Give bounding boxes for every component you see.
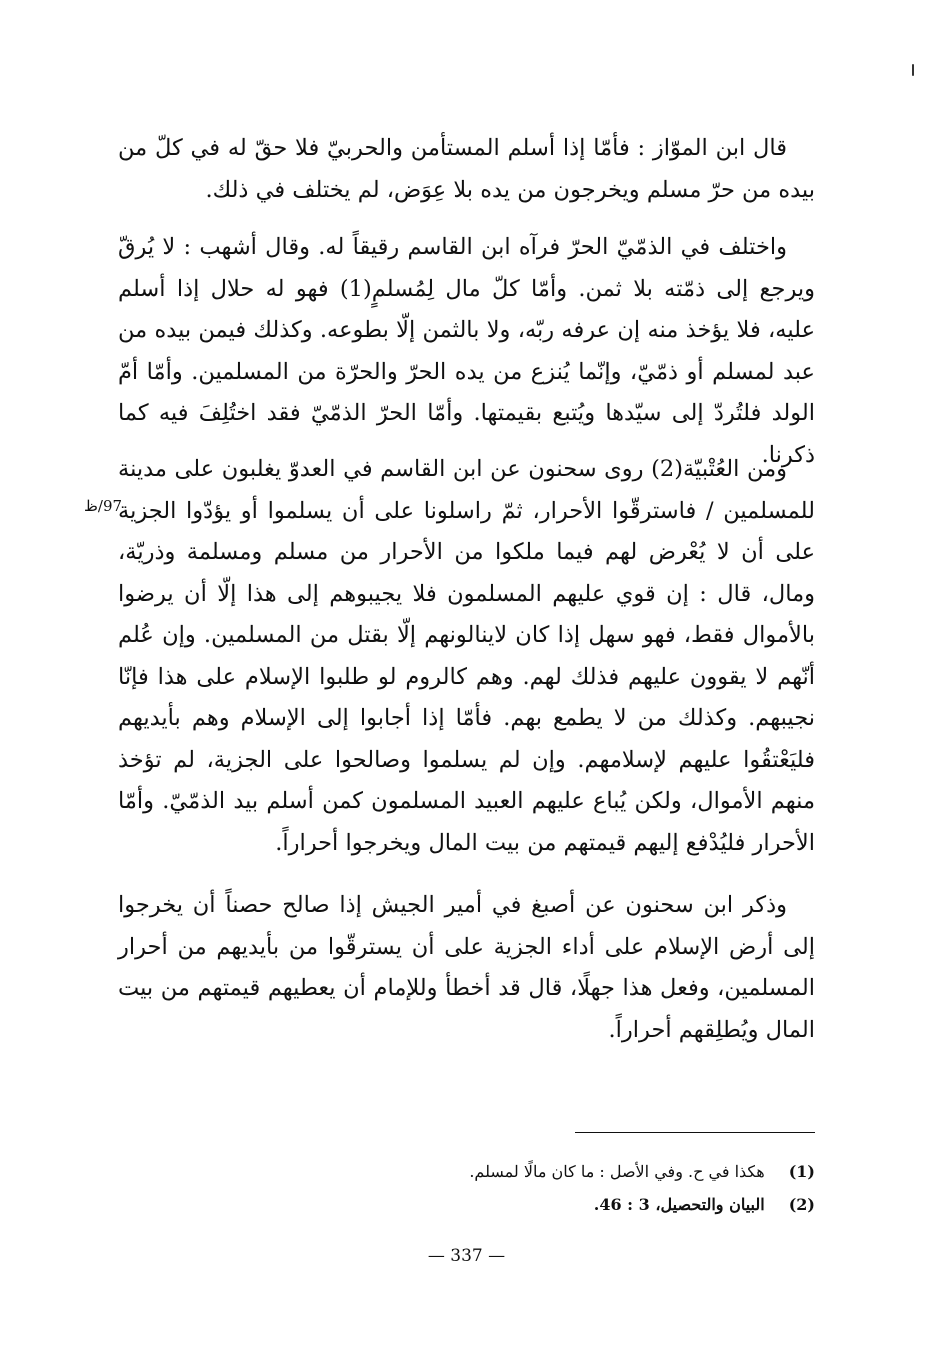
footnote-source: البيان والتحصيل، 3 : 46. [593, 1195, 765, 1214]
footnote-2 [300, 1188, 815, 1221]
margin-folio-note: 97/ظ [84, 497, 123, 515]
paragraph-text: وذكر ابن سحنون عن أصبغ في أمير الجيش إذا صالح حصناً أن يخرجوا إلى أرض الإسلام على أداء الجزية على أن يسترقّوا من بأيديهم من أحرار المسلمين، وفعل هذا جهلًا، قال قد أخطأ وللإمام أن يعطيهم قيمتهم من بيت المال ويُطلِقهم أحراراً. [118, 892, 815, 1043]
paragraph-3 [118, 449, 815, 864]
page-number: — 337 — [427, 1246, 506, 1266]
footnote-number: (2) [788, 1195, 815, 1214]
paragraph-text: واختلف في الذمّيّ الحرّ فرآه ابن القاسم رقيقاً له. وقال أشهب : لا يُرقّ ويرجع إلى ذمّته بلا ثمن. وأمّا كلّ مال لِمُسلمٍ(1) فهو له حلال إذا أسلم عليه، فلا يؤخذ منه إن عرفه ربّه، ولا بالثمن إلّا بطوعه. وكذلك فيمن بيده من عبد لمسلم أو ذمّيّ، وإنّما يُنزع من يده الحرّ والحرّة من المسلمين. وأمّا أمّ الولد فلتُردّ إلى سيّدها ويُتبع بقيمتها. وأمّا الحرّ الذمّيّ فقد اختُلِفَ فيه كما ذكرنا. [118, 234, 815, 468]
scan-mark [912, 64, 914, 76]
footnotes [300, 1155, 815, 1221]
paragraph-text: قال ابن الموّاز : فأمّا إذا أسلم المستأمن والحربيّ فلا حقّ له في كلّ من بيده من حرّ مسلم ويخرجون من يده بلا عِوَض، لم يختلف في ذلك. [118, 135, 815, 203]
footnote-text: هكذا في ح. وفي الأصل : ما كان مالًا لمسلم. [469, 1162, 765, 1181]
paragraph-text: ومن العُتْبيّة(2) روى سحنون عن ابن القاسم في العدوّ يغلبون على مدينة للمسلمين / فاسترقّوا الأحرار، ثمّ راسلونا على أن يسلموا أو يؤدّوا الجزية على أن لا يُعْرض لهم فيما ملكوا من الأحرار من مسلم ومسلمة وذريّة، ومال، قال : إن قوي عليهم المسلمون فلا يجيبوهم إلى هذا إلّا أن يرضوا بالأموال فقط، فهو سهل إذا كان لاينالونهم إلّا بقتل من المسلمين. وإن عُلم أنّهم لا يقوون عليهم فذلك لهم. وهم كالروم لو طلبوا الإسلام على هذا فإنّا نجيبهم. وكذلك من لا يطمع بهم. فأمّا إذا أجابوا إلى الإسلام وهم بأيديهم فليَعْتقُوا عليهم لإسلامهم. وإن لم يسلموا وصالحوا على الجزية، لم تؤخذ منهم الأموال، ولكن يُباع عليهم العبيد المسلمون كمن أسلم بيد الذمّيّ. وأمّا الأحرار فليُدْفع إليهم قيمتهم من بيت المال ويخرجوا أحراراً. [118, 456, 815, 856]
footnote-1 [300, 1155, 815, 1188]
footnote-divider [575, 1132, 815, 1133]
paragraph-1 [118, 128, 815, 211]
footnote-number: (1) [788, 1162, 815, 1181]
paragraph-4 [118, 885, 815, 1051]
paragraph-2 [118, 227, 815, 476]
